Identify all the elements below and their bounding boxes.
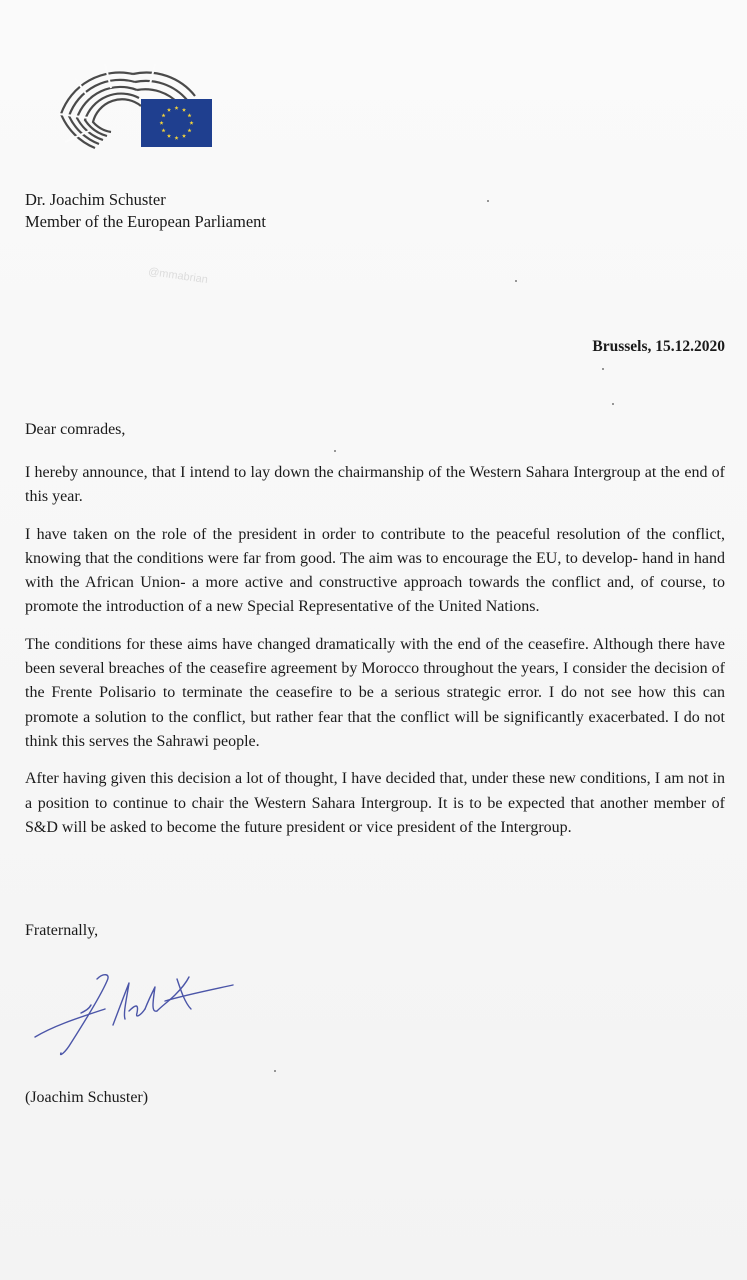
signature-icon: [25, 965, 245, 1065]
paper-speck: [602, 368, 604, 370]
sender-name: Dr. Joachim Schuster: [25, 190, 166, 209]
paragraph-2: I have taken on the role of the president in order to contribute to the peaceful resolution of the conflict, knowing that the conditions were far from good. The aim was to encourage the EU, to develop- hand in hand with the African Union- a more active and constructive approach towards the conflict and, of course, to promote the introduction of a new Special Representative of the United Nations.: [25, 525, 725, 616]
watermark: @mmabrian: [147, 265, 209, 287]
date-line: Brussels, 15.12.2020: [592, 338, 725, 355]
paper-speck: [274, 1070, 276, 1072]
paper-speck: [612, 403, 614, 405]
paper-speck: [487, 200, 489, 202]
sender-title: Member of the European Parliament: [25, 212, 266, 231]
paragraph-3: The conditions for these aims have changed dramatically with the end of the ceasefire. Although there have been several breaches of the ceasefire agreement by Morocco throughout the years, I consider the decision of the Frente Polisario to terminate the ceasefire to be a serious strategic error. I do not see how this can promote a solution to the conflict, but rather fear that the conflict will be significantly exacerbated. I do not think this serves the Sahrawi people.: [25, 635, 725, 750]
paragraph-4: After having given this decision a lot of thought, I have decided that, under these new conditions, I am not in a position to continue to chair the Western Sahara Intergroup. It is to be expected that another member of S&D will be asked to become the future president or vice president of the Intergroup.: [25, 770, 725, 836]
closing: Fraternally,: [25, 922, 99, 939]
signed-name: (Joachim Schuster): [25, 1089, 149, 1106]
paragraph-1: I hereby announce, that I intend to lay down the chairmanship of the Western Sahara Intergroup at the end of this year.: [25, 464, 725, 506]
european-parliament-logo-icon: [55, 58, 220, 150]
paper-speck: [334, 450, 336, 452]
salutation: Dear comrades,: [25, 421, 126, 438]
letter-body: [25, 461, 725, 853]
paper-speck: [515, 280, 517, 282]
sender-block: [25, 189, 266, 233]
